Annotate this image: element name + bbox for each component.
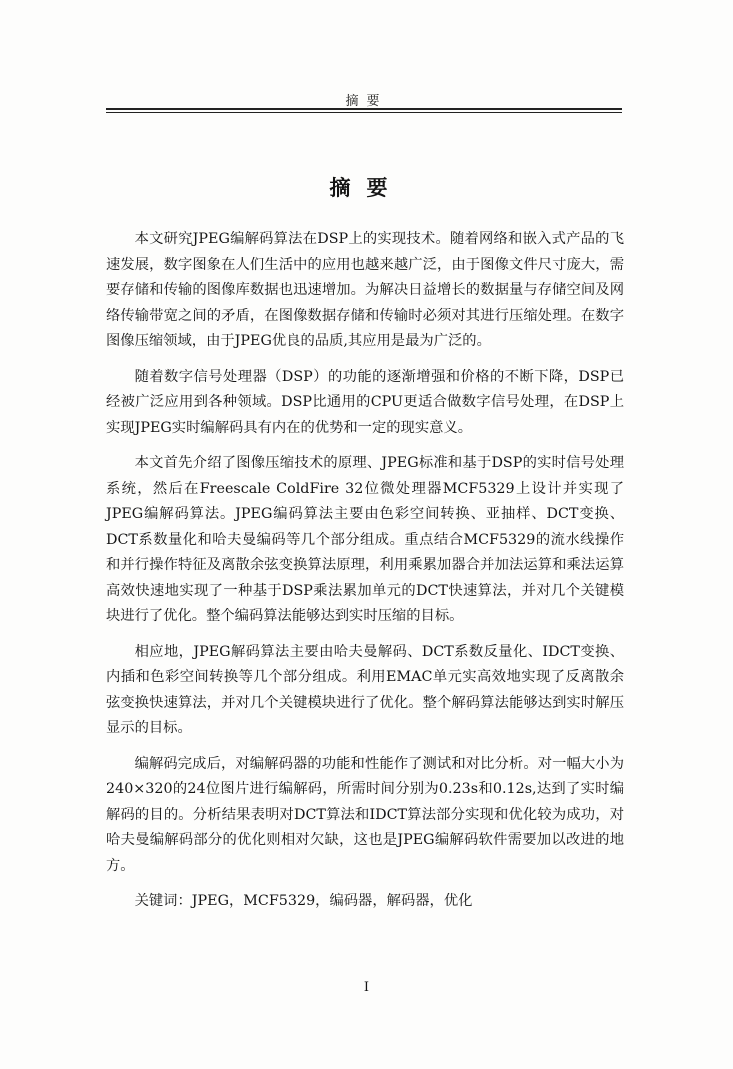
abstract-paragraph-3: 本文首先介绍了图像压缩技术的原理、JPEG标准和基于DSP的实时信号处理系统，然后在Freescale ColdFire 32位微处理器MCF5329上设计并实现了JPEG编解码算法。JPEG编码算法主要由色彩空间转换、亚抽样、DCT变换、DCT系数量化和哈夫曼编码等几个部分组成。重点结合MCF5329的流水线操作和并行操作特征及离散余弦变换算法原理，利用乘累加器合并加法运算和乘法运算高效快速地实现了一种基于DSP乘法累加单元的DCT快速算法，并对几个关键模块进行了优化。整个编码算法能够达到实时压缩的目标。 [106, 455, 624, 624]
header-rule-thin [106, 112, 622, 113]
abstract-title: 摘要 [329, 175, 404, 200]
abstract-body [106, 227, 624, 915]
abstract-paragraph-5: 编解码完成后，对编解码器的功能和性能作了测试和对比分析。对一幅大小为240×320的24位图片进行编解码，所需时间分别为0.23s和0.12s,达到了实时编解码的目的。分析结果表明对DCT算法和IDCT算法部分实现和优化较为成功，对哈夫曼编解码部分的优化则相对欠缺，这也是JPEG编解码软件需要加以改进的地方。 [106, 755, 624, 874]
page-number: I [363, 980, 370, 995]
keywords-line: 关键词：JPEG，MCF5329，编码器，解码器，优化 [134, 893, 473, 909]
abstract-paragraph-1: 本文研究JPEG编解码算法在DSP上的实现技术。随着网络和嵌入式产品的飞速发展，数字图象在人们生活中的应用也越来越广泛，由于图像文件尺寸庞大，需要存储和传输的图像库数据也迅速增加。为解决日益增长的数据量与存储空间及网络传输带宽之间的矛盾，在图像数据存储和传输时必须对其进行压缩处理。在数字图像压缩领域，由于JPEG优良的品质,其应用是最为广泛的。 [106, 231, 624, 349]
header-rule-thick [106, 108, 622, 110]
running-header: 摘要 [345, 94, 388, 109]
abstract-paragraph-2: 随着数字信号处理器（DSP）的功能的逐渐增强和价格的不断下降，DSP已经被广泛应用到各种领域。DSP比通用的CPU更适合做数字信号处理，在DSP上实现JPEG实时编解码具有内在的优势和一定的现实意义。 [106, 368, 624, 436]
abstract-paragraph-4: 相应地，JPEG解码算法主要由哈夫曼解码、DCT系数反量化、IDCT变换、内插和色彩空间转换等几个部分组成。利用EMAC单元实高效地实现了反离散余弦变换快速算法，并对几个关键模块进行了优化。整个解码算法能够达到实时解压显示的目标。 [106, 643, 624, 736]
